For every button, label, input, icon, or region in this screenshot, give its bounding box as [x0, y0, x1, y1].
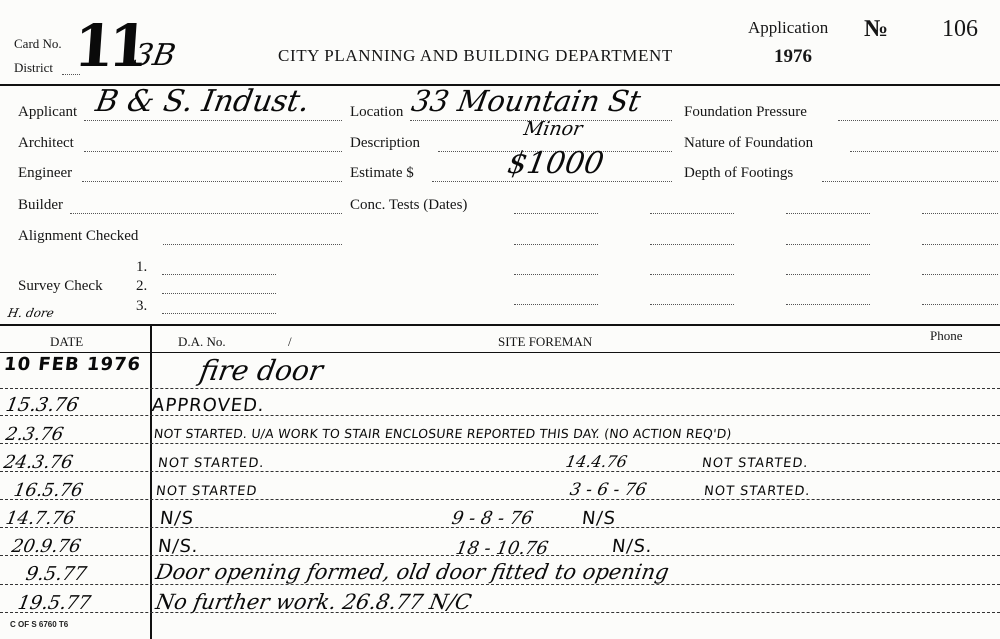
log-entry: Door opening formed, old door fitted to opening [153, 560, 671, 584]
conc-test-line [650, 244, 734, 245]
survey-note: H. dore [6, 306, 56, 320]
log-date-2: 18 - 10.76 [454, 538, 550, 559]
estimate-label: Estimate $ [350, 165, 414, 181]
conc-test-line [922, 304, 998, 305]
district-value: 3B [130, 38, 179, 73]
card-no-label: Card No. [14, 36, 62, 51]
log-entry-2: NOT STARTED. [701, 456, 810, 471]
log-entry: No further work. 26.8.77 N/C [153, 590, 474, 614]
log-entry: NOT STARTED [155, 484, 259, 499]
nature-of-foundation-line [850, 151, 998, 152]
conc-test-line [650, 304, 734, 305]
builder-line [70, 213, 342, 214]
log-date: 15.3.76 [4, 394, 81, 416]
conc-test-line [514, 244, 598, 245]
survey-line-1 [162, 274, 276, 275]
conc-test-line [514, 304, 598, 305]
log-row-rule [0, 471, 1000, 472]
log-date: 14.7.76 [4, 508, 77, 529]
log-date-2: 14.4.76 [564, 452, 629, 471]
log-header-site-foreman: SITE FOREMAN [498, 334, 593, 349]
nature-of-foundation-label: Nature of Foundation [684, 135, 814, 151]
architect-line [84, 151, 342, 152]
card-no-value: 11 [71, 12, 146, 80]
estimate-line [432, 181, 672, 182]
log-entry: N/S [158, 508, 196, 529]
application-label: Application [748, 18, 829, 37]
log-date-2: 9 - 8 - 76 [450, 508, 535, 529]
log-row-rule [0, 584, 1000, 585]
estimate-value: $1000 [504, 146, 607, 181]
log-entry-2: N/S. [610, 536, 654, 557]
survey-item-2: 2. [136, 278, 148, 294]
depth-of-footings-label: Depth of Footings [684, 165, 794, 181]
department-title: CITY PLANNING AND BUILDING DEPARTMENT [278, 46, 673, 65]
alignment-line [163, 244, 342, 245]
survey-line-2 [162, 293, 276, 294]
district-label: District [14, 60, 53, 75]
log-date: 2.3.76 [4, 424, 66, 445]
conc-test-line [650, 213, 734, 214]
log-entry: N/S. [156, 536, 200, 557]
conc-test-line [786, 274, 870, 275]
log-row-rule [0, 443, 1000, 444]
description-label: Description [350, 135, 420, 151]
location-label: Location [350, 104, 404, 120]
conc-test-line [922, 213, 998, 214]
architect-label: Architect [18, 135, 74, 151]
engineer-line [82, 181, 342, 182]
log-header-slash: / [288, 334, 292, 349]
conc-test-line [650, 274, 734, 275]
log-entry: APPROVED. [150, 395, 266, 416]
application-year: 1976 [774, 46, 812, 67]
log-row-rule [0, 388, 1000, 389]
log-date: 24.3.76 [2, 452, 75, 473]
application-number: 106 [942, 16, 978, 42]
engineer-label: Engineer [18, 165, 73, 181]
conc-test-line [786, 213, 870, 214]
log-entry-2: NOT STARTED. [703, 484, 812, 499]
applicant-label: Applicant [18, 104, 78, 120]
log-date: 20.9.76 [10, 536, 83, 557]
survey-label: Survey Check [18, 278, 103, 294]
applicant-value: B & S. Indust. [92, 84, 313, 119]
log-entry: NOT STARTED. [157, 456, 266, 471]
foundation-pressure-label: Foundation Pressure [684, 104, 807, 120]
description-value: Minor [522, 118, 585, 140]
log-header-phone: Phone [930, 328, 963, 343]
conc-test-line [786, 304, 870, 305]
survey-line-3 [162, 313, 276, 314]
date-column-divider [150, 324, 152, 639]
log-header-da-no: D.A. No. [178, 334, 226, 349]
foundation-pressure-line [838, 120, 998, 121]
alignment-label: Alignment Checked [18, 228, 139, 244]
log-date: 9.5.77 [24, 563, 89, 585]
conc-test-line [786, 244, 870, 245]
applicant-line [84, 120, 342, 121]
conc-test-line [922, 244, 998, 245]
conc-tests-label: Conc. Tests (Dates) [350, 197, 468, 213]
form-code: C OF S 6760 T6 [10, 620, 69, 629]
log-date-2: 3 - 6 - 76 [568, 480, 649, 500]
log-entry: fire door [197, 354, 326, 387]
depth-of-footings-line [822, 181, 998, 182]
log-date: 16.5.76 [12, 480, 85, 501]
log-row-rule [0, 612, 1000, 613]
number-symbol: № [864, 16, 889, 42]
log-date: 10 FEB 1976 [2, 354, 143, 375]
log-entry-2: N/S [580, 508, 618, 529]
log-date: 19.5.77 [16, 592, 93, 614]
survey-item-3: 3. [136, 298, 148, 314]
log-entry: NOT STARTED. U/A WORK TO STAIR ENCLOSURE REPORTED THIS DAY. (NO ACTION REQ'D) [153, 426, 733, 441]
builder-label: Builder [18, 197, 63, 213]
log-row-rule [0, 499, 1000, 500]
log-header-date: DATE [50, 334, 84, 349]
conc-test-line [514, 274, 598, 275]
conc-test-line [514, 213, 598, 214]
survey-item-1: 1. [136, 259, 148, 275]
location-value: 33 Mountain St [409, 84, 644, 118]
conc-test-line [922, 274, 998, 275]
